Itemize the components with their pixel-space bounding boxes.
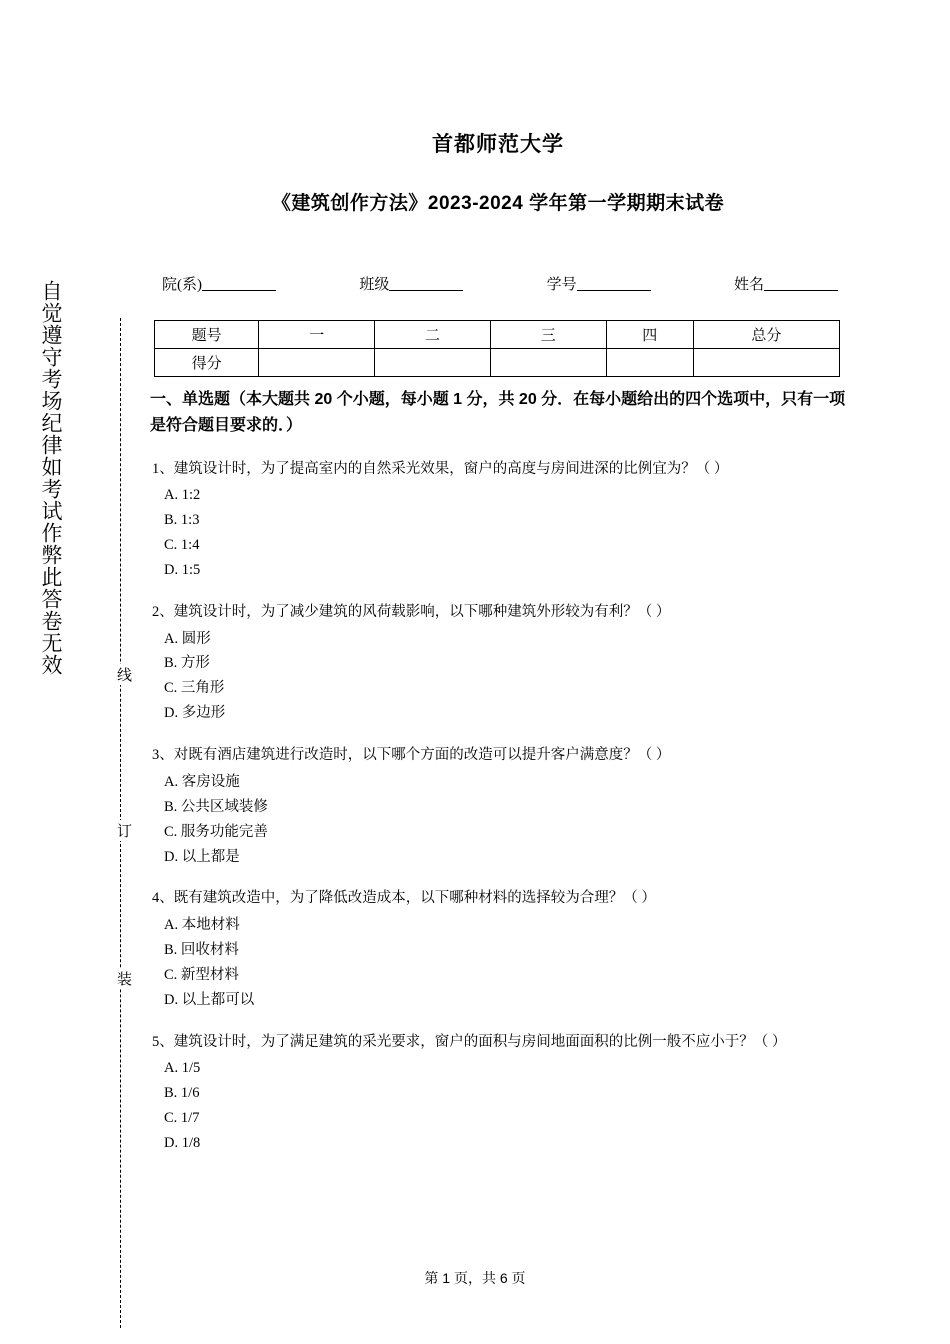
question-2-option-b[interactable]: B. 方形: [164, 655, 210, 672]
score-table-cell: 得分: [155, 349, 259, 377]
page-title: 《建筑创作方法》2023-2024 学年第一学期期末试卷: [271, 193, 725, 214]
question-4-stem: 4、既有建筑改造中，为了降低改造成本，以下哪种材料的选择较为合理？（ ）: [152, 890, 656, 907]
question-3: [152, 744, 848, 869]
score-table-cell-blank[interactable]: [259, 349, 375, 377]
exam-discipline-warning: 自觉遵守考场纪律如考试作弊此答卷无效: [39, 280, 63, 676]
score-table-cell: 二: [375, 321, 491, 349]
field-student-id: [547, 273, 651, 294]
question-5-option-b[interactable]: B. 1/6: [164, 1085, 200, 1102]
question-1-options: [164, 483, 848, 583]
question-5: [152, 1031, 848, 1156]
question-1: [152, 458, 848, 583]
field-name-input[interactable]: [764, 276, 838, 291]
question-1-option-d[interactable]: D. 1:5: [164, 562, 201, 579]
question-2-options: [164, 627, 848, 727]
university-name: 首都师范大学: [432, 133, 564, 156]
question-5-option-d[interactable]: D. 1/8: [164, 1135, 201, 1152]
title-block: [148, 128, 848, 215]
question-2-option-d[interactable]: D. 多边形: [164, 705, 226, 722]
field-department-label: 院(系): [162, 277, 202, 293]
question-2-stem: 2、建筑设计时，为了减少建筑的风荷载影响，以下哪种建筑外形较为有利？（ ）: [152, 604, 671, 621]
question-4-option-a[interactable]: A. 本地材料: [164, 916, 240, 933]
score-table-cell-blank[interactable]: [490, 349, 606, 377]
field-department-input[interactable]: [202, 276, 276, 291]
score-table-cell-blank[interactable]: [606, 349, 693, 377]
seal-label-line: 线: [108, 664, 134, 685]
score-table-cell: 四: [606, 321, 693, 349]
question-2: [152, 601, 848, 726]
question-4-options: [164, 913, 848, 1013]
question-3-stem: 3、对既有酒店建筑进行改造时，以下哪个方面的改造可以提升客户满意度？（ ）: [152, 747, 671, 764]
question-2-option-c[interactable]: C. 三角形: [164, 680, 225, 697]
field-department: [162, 273, 276, 294]
question-1-stem: 1、建筑设计时，为了提高室内的自然采光效果，窗户的高度与房间进深的比例宜为？（ ）: [152, 460, 729, 477]
question-5-stem: 5、建筑设计时，为了满足建筑的采光要求，窗户的面积与房间地面面积的比例一般不应小于？（ ）: [152, 1033, 787, 1050]
score-table-cell-blank[interactable]: [375, 349, 491, 377]
question-5-option-a[interactable]: A. 1/5: [164, 1060, 201, 1077]
question-4: [152, 887, 848, 1012]
seal-label-ding: 订: [108, 820, 134, 841]
question-4-option-c[interactable]: C. 新型材料: [164, 966, 239, 983]
question-3-option-d[interactable]: D. 以上都是: [164, 848, 240, 865]
student-info-fields: [148, 273, 848, 294]
seal-label-zhuang: 装: [108, 968, 134, 989]
question-3-options: [164, 770, 848, 870]
field-class: [359, 273, 463, 294]
question-5-option-c[interactable]: C. 1/7: [164, 1110, 200, 1127]
score-table-cell: 题号: [155, 321, 259, 349]
table-row: [155, 349, 840, 377]
page-footer: 第 1 页，共 6 页: [424, 1270, 526, 1286]
question-3-option-c[interactable]: C. 服务功能完善: [164, 823, 268, 840]
field-class-input[interactable]: [389, 276, 463, 291]
section-heading: 一、单选题（本大题共 20 个小题，每小题 1 分，共 20 分．在每小题给出的四个选项中，只有一项是符合题目要求的．）: [150, 391, 846, 435]
question-3-option-a[interactable]: A. 客房设施: [164, 773, 240, 790]
question-4-option-b[interactable]: B. 回收材料: [164, 941, 239, 958]
question-1-option-c[interactable]: C. 1:4: [164, 537, 200, 554]
field-class-label: 班级: [359, 277, 390, 293]
field-name: [734, 273, 838, 294]
question-4-option-d[interactable]: D. 以上都可以: [164, 991, 255, 1008]
question-1-option-a[interactable]: A. 1:2: [164, 487, 201, 504]
score-table: [154, 320, 840, 377]
paper-content: [148, 0, 848, 1156]
question-1-option-b[interactable]: B. 1:3: [164, 512, 200, 529]
score-table-cell: 总分: [693, 321, 839, 349]
table-row: [155, 321, 840, 349]
score-table-cell: 一: [259, 321, 375, 349]
question-3-option-b[interactable]: B. 公共区域装修: [164, 798, 268, 815]
question-5-options: [164, 1056, 848, 1156]
field-student-id-input[interactable]: [577, 276, 651, 291]
field-student-id-label: 学号: [546, 277, 577, 293]
score-table-cell: 三: [490, 321, 606, 349]
score-table-cell-blank[interactable]: [693, 349, 839, 377]
question-2-option-a[interactable]: A. 圆形: [164, 630, 211, 647]
field-name-label: 姓名: [733, 277, 764, 293]
